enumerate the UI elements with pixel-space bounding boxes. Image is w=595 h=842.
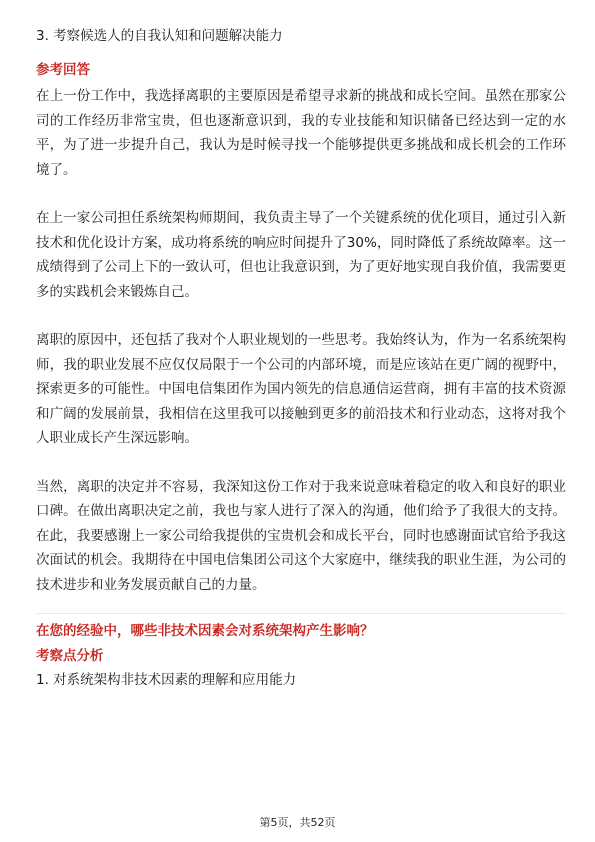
section-heading: 3. 考察候选人的自我认知和问题解决能力 bbox=[36, 28, 283, 44]
question-heading: 在您的经验中，哪些非技术因素会对系统架构产生影响？ bbox=[36, 623, 374, 639]
answer-label: 参考回答 bbox=[36, 62, 90, 78]
analysis-item-1: 1. 对系统架构非技术因素的理解和应用能力 bbox=[36, 672, 297, 688]
page-content bbox=[36, 26, 566, 690]
answer-paragraph-4: 当然，离职的决定并不容易，我深知这份工作对于我来说意味着稳定的收入和良好的职业口碑。在做出离职决定之前，我也与家人进行了深入的沟通，他们给予了我很大的支持。在此，我要感谢上一家公司给我提供的宝贵机会和成长平台，同时也感谢面试官给予我这次面试的机会。我期待在中国电信集团公司这个大家庭中，继续我的职业生涯，为公司的技术进步和业务发展贡献自己的力量。 bbox=[36, 478, 566, 593]
analysis-label: 考察点分析 bbox=[36, 648, 104, 664]
answer-paragraph-1: 在上一份工作中，我选择离职的主要原因是希望寻求新的挑战和成长空间。虽然在那家公司的工作经历非常宝贵，但也逐渐意识到，我的专业技能和知识储备已经达到一定的水平，为了进一步提升自己，我认为是时候寻找一个能够提供更多挑战和成长机会的工作环境了。 bbox=[36, 88, 566, 178]
answer-body bbox=[36, 84, 566, 597]
answer-paragraph-2: 在上一家公司担任系统架构师期间，我负责主导了一个关键系统的优化项目，通过引入新技术和优化设计方案，成功将系统的响应时间提升了30%，同时降低了系统故障率。这一成绩得到了公司上下的一致认可，但也让我意识到，为了更好地实现自我价值，我需要更多的实践机会来锻炼自己。 bbox=[36, 210, 566, 300]
page-footer: 第5页，共52页 bbox=[259, 816, 336, 829]
answer-paragraph-3: 离职的原因中，还包括了我对个人职业规划的一些思考。我始终认为，作为一名系统架构师，我的职业发展不应仅仅局限于一个公司的内部环境，而是应该站在更广阔的视野中，探索更多的可能性。中国电信集团作为国内领先的信息通信运营商，拥有丰富的技术资源和广阔的发展前景，我相信在这里我可以接触到更多的前沿技术和行业动态，这将对我个人职业成长产生深远影响。 bbox=[36, 332, 566, 446]
section-divider bbox=[36, 613, 566, 614]
